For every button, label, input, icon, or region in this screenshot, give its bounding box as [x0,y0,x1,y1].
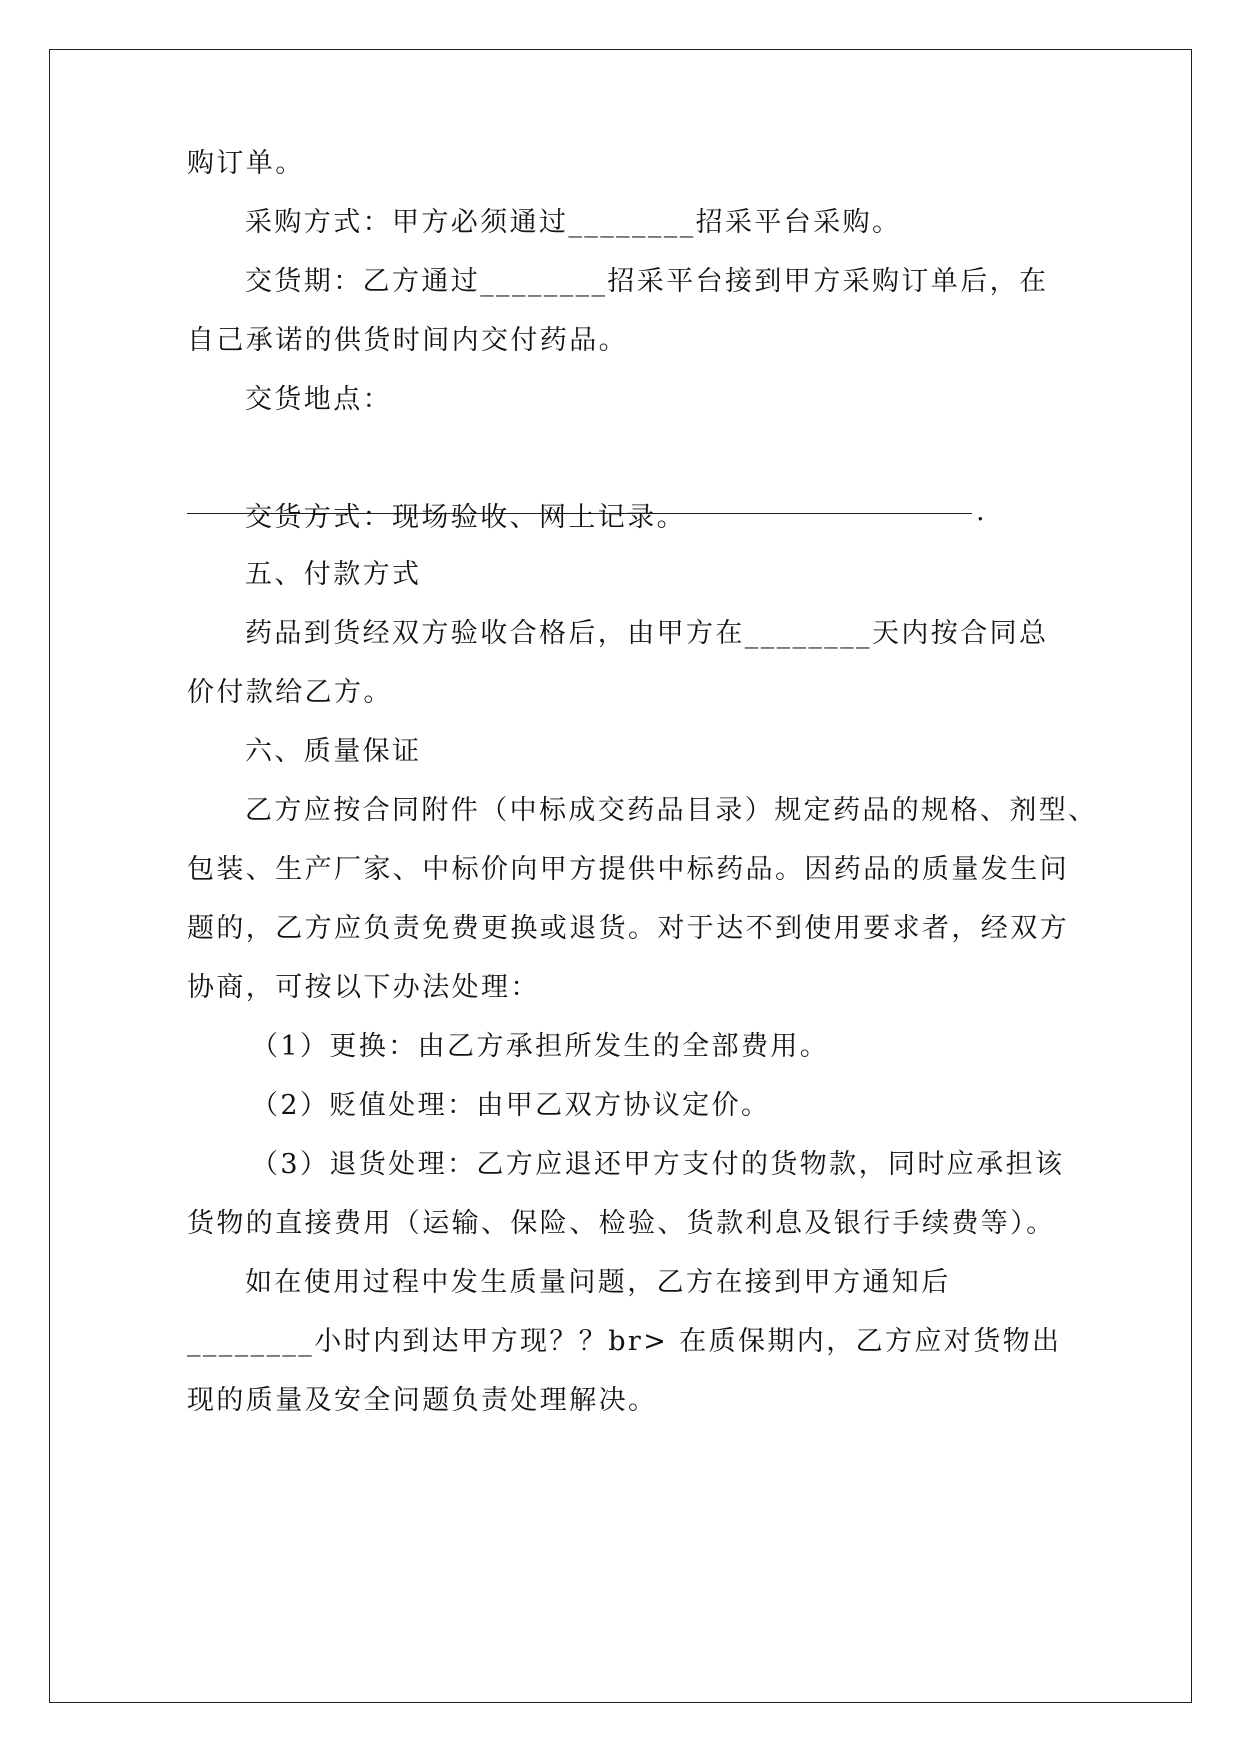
list-item: （2）贬值处理：由甲乙双方协议定价。 [251,1090,771,1121]
text-line: 交货期：乙方通过________招采平台接到甲方采购订单后，在 [245,266,1049,297]
text-line: 乙方应按合同附件（中标成交药品目录）规定药品的规格、剂型、 [245,795,1098,826]
text-line: ________小时内到达甲方现？？br> 在质保期内，乙方应对货物出 [187,1326,1062,1357]
section-heading: 六、质量保证 [245,736,422,767]
text-line: 药品到货经双方验收合格后，由甲方在________天内按合同总 [245,618,1049,649]
text-line: 题的，乙方应负责免费更换或退货。对于达不到使用要求者，经双方 [187,913,1069,944]
text-line: 交货方式：现场验收、网上记录。 [245,502,686,533]
blank-line-end: . [976,496,985,527]
list-item: （3）退货处理：乙方应退还甲方支付的货物款，同时应承担该 [251,1149,1065,1180]
text-line: 采购方式：甲方必须通过________招采平台采购。 [245,207,902,238]
text-line: 现的质量及安全问题负责处理解决。 [187,1385,658,1416]
text-line: 包装、生产厂家、中标价向甲方提供中标药品。因药品的质量发生问 [187,854,1069,885]
text-line: 交货地点： [245,384,392,415]
text-line: 购订单。 [187,148,305,179]
list-item: （1）更换：由乙方承担所发生的全部费用。 [251,1031,830,1062]
text-line: 价付款给乙方。 [187,677,393,708]
text-line: 如在使用过程中发生质量问题，乙方在接到甲方通知后 [245,1267,951,1298]
text-line: 货物的直接费用（运输、保险、检验、货款利息及银行手续费等）。 [187,1208,1056,1239]
text-line: 协商，可按以下办法处理： [187,972,540,1003]
text-line: 自己承诺的供货时间内交付药品。 [187,325,628,356]
section-heading: 五、付款方式 [245,559,422,590]
